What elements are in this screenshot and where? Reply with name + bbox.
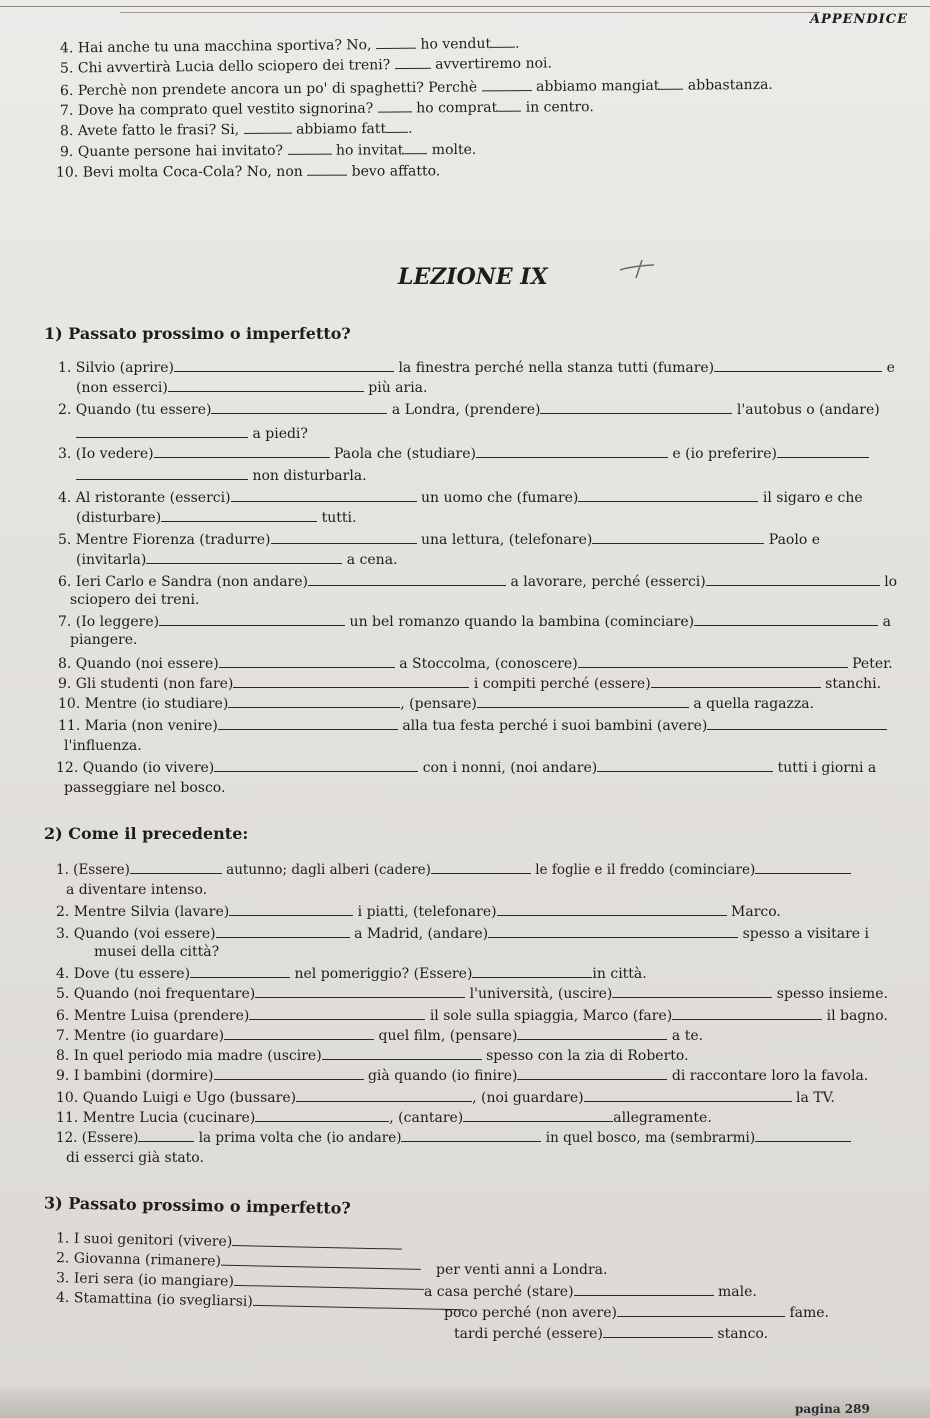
ex1-item-5: 5. Mentre Fiorenza (tradurre) una lettura, (telefonare) Paolo e xyxy=(58,532,821,548)
ex2-item-6: 6. Mentre Luisa (prendere) il sole sulla spiaggia, Marco (fare) il bagno. xyxy=(56,1008,888,1024)
ex1-item-12-cont: passeggiare nel bosco. xyxy=(64,780,226,796)
ex1-item-9: 9. Gli studenti (non fare) i compiti perché (essere) stanchi. xyxy=(58,676,882,692)
ex2-item-2: 2. Mentre Silvia (lavare) i piatti, (telefonare) Marco. xyxy=(56,904,781,920)
page-number: pagina 289 xyxy=(795,1402,870,1416)
ex1-item-6: 6. Ieri Carlo e Sandra (non andare) a lavorare, perché (esserci) lo xyxy=(58,574,898,590)
ex2-item-9: 9. I bambini (dormire) già quando (io finire) di raccontare loro la favola. xyxy=(56,1068,869,1084)
ex3-item-3-cont: poco perché (non avere) fame. xyxy=(444,1305,829,1321)
section-2-heading: 2) Come il precedente: xyxy=(44,824,249,843)
ex1-item-4-cont: (disturbare) tutti. xyxy=(76,510,357,526)
ex2-item-3: 3. Quando (voi essere) a Madrid, (andare) spesso a visitare i xyxy=(56,926,869,942)
ex2-item-5: 5. Quando (noi frequentare) l'università, (uscire) spesso insieme. xyxy=(56,986,888,1002)
ex3-item-1: 1. I suoi genitori (vivere) xyxy=(56,1230,403,1253)
ex1-item-5-cont: (invitarla) a cena. xyxy=(76,552,398,568)
ex2-item-4: 4. Dove (tu essere) nel pomeriggio? (Essere) in città. xyxy=(56,966,647,982)
ex2-item-7: 7. Mentre (io guardare) quel film, (pensare) a te. xyxy=(56,1028,704,1044)
ex1-item-6-cont: sciopero dei treni. xyxy=(70,592,200,608)
ex1-item-7: 7. (Io leggere) un bel romanzo quando la bambina (cominciare) a xyxy=(58,614,891,630)
ex3-item-2: 2. Giovanna (rimanere) xyxy=(56,1250,421,1274)
ex2-item-1-cont: a diventare intenso. xyxy=(66,882,208,898)
ex1-item-10: 10. Mentre (io studiare) , (pensare) a quella ragazza. xyxy=(58,696,815,712)
ex3-item-3: 3. Ieri sera (io mangiare) xyxy=(56,1270,424,1294)
ex2-item-11: 11. Mentre Lucia (cucinare) , (cantare) allegramente. xyxy=(56,1110,712,1126)
ex1-item-3: 3. (Io vedere) Paola che (studiare) e (io preferire) xyxy=(58,446,869,462)
section-1-heading: 1) Passato prossimo o imperfetto? xyxy=(44,324,351,343)
ex1-item-11: 11. Maria (non venire) alla tua festa perché i suoi bambini (avere) xyxy=(58,718,887,734)
pencil-check-mark-icon xyxy=(618,256,658,282)
header-rule xyxy=(0,6,930,7)
prev-exercise-6: 6. Perchè non prendete ancora un po' di spaghetti? Perchè abbiamo mangiat abbastanza. xyxy=(59,76,773,100)
ex1-item-1: 1. Silvio (aprire) la finestra perché nella stanza tutti (fumare) e xyxy=(58,360,895,376)
ex1-item-2-cont: a piedi? xyxy=(76,426,308,442)
ex2-item-12: 12. (Essere) la prima volta che (io andare) in quel bosco, ma (sembrarmi) xyxy=(56,1130,851,1146)
ex2-item-12-cont: di esserci già stato. xyxy=(66,1150,204,1166)
running-header: APPENDICE xyxy=(809,12,908,27)
ex1-item-8: 8. Quando (noi essere) a Stoccolma, (conoscere) Peter. xyxy=(58,656,893,672)
section-3-heading: 3) Passato prossimo o imperfetto? xyxy=(43,1193,351,1218)
prev-exercise-7: 7. Dove ha comprato quel vestito signorina? ho comprat in centro. xyxy=(59,99,594,119)
ex1-item-7-cont: piangere. xyxy=(70,632,138,648)
lesson-title: LEZIONE IX xyxy=(398,264,548,290)
ex1-item-1-cont: (non esserci) più aria. xyxy=(76,380,428,396)
prev-exercise-8: 8. Avete fatto le frasi? Si, abbiamo fatt . xyxy=(59,120,413,140)
ex3-item-4-cont: tardi perché (essere) stanco. xyxy=(454,1326,769,1342)
prev-exercise-4: 4. Hai anche tu una macchina sportiva? No, ho vendut . xyxy=(59,35,520,57)
ex3-item-1-cont: per venti anni a Londra. xyxy=(436,1262,608,1278)
ex1-item-11-cont: l'influenza. xyxy=(64,738,142,754)
ex1-item-3-cont: non disturbarla. xyxy=(76,468,367,484)
ex2-item-1: 1. (Essere) autunno; dagli alberi (cadere) le foglie e il freddo (cominciare) xyxy=(56,862,851,878)
ex1-item-12: 12. Quando (io vivere) con i nonni, (noi andare) tutti i giorni a xyxy=(56,760,877,776)
prev-exercise-9: 9. Quante persone hai invitato? ho invitat molte. xyxy=(59,141,477,161)
ex3-item-4: 4. Stamattina (io svegliarsi) xyxy=(56,1290,463,1315)
ex2-item-8: 8. In quel periodo mia madre (uscire) spesso con la zia di Roberto. xyxy=(56,1048,689,1064)
prev-exercise-5: 5. Chi avvertirà Lucia dello sciopero dei treni? avvertiremo noi. xyxy=(59,55,552,77)
ex2-item-3-cont: musei della città? xyxy=(94,944,220,960)
prev-exercise-10: 10. Bevi molta Coca-Cola? No, non bevo affatto. xyxy=(55,163,441,181)
ex3-item-2-cont: a casa perché (stare) male. xyxy=(424,1284,757,1300)
ex2-item-10: 10. Quando Luigi e Ugo (bussare) , (noi guardare) la TV. xyxy=(56,1090,835,1106)
header-rule-inner xyxy=(120,12,820,13)
ex1-item-2: 2. Quando (tu essere) a Londra, (prendere) l'autobus o (andare) xyxy=(58,402,880,418)
ex1-item-4: 4. Al ristorante (esserci) un uomo che (fumare) il sigaro e che xyxy=(58,490,863,506)
page-bottom-edge xyxy=(0,1388,930,1418)
